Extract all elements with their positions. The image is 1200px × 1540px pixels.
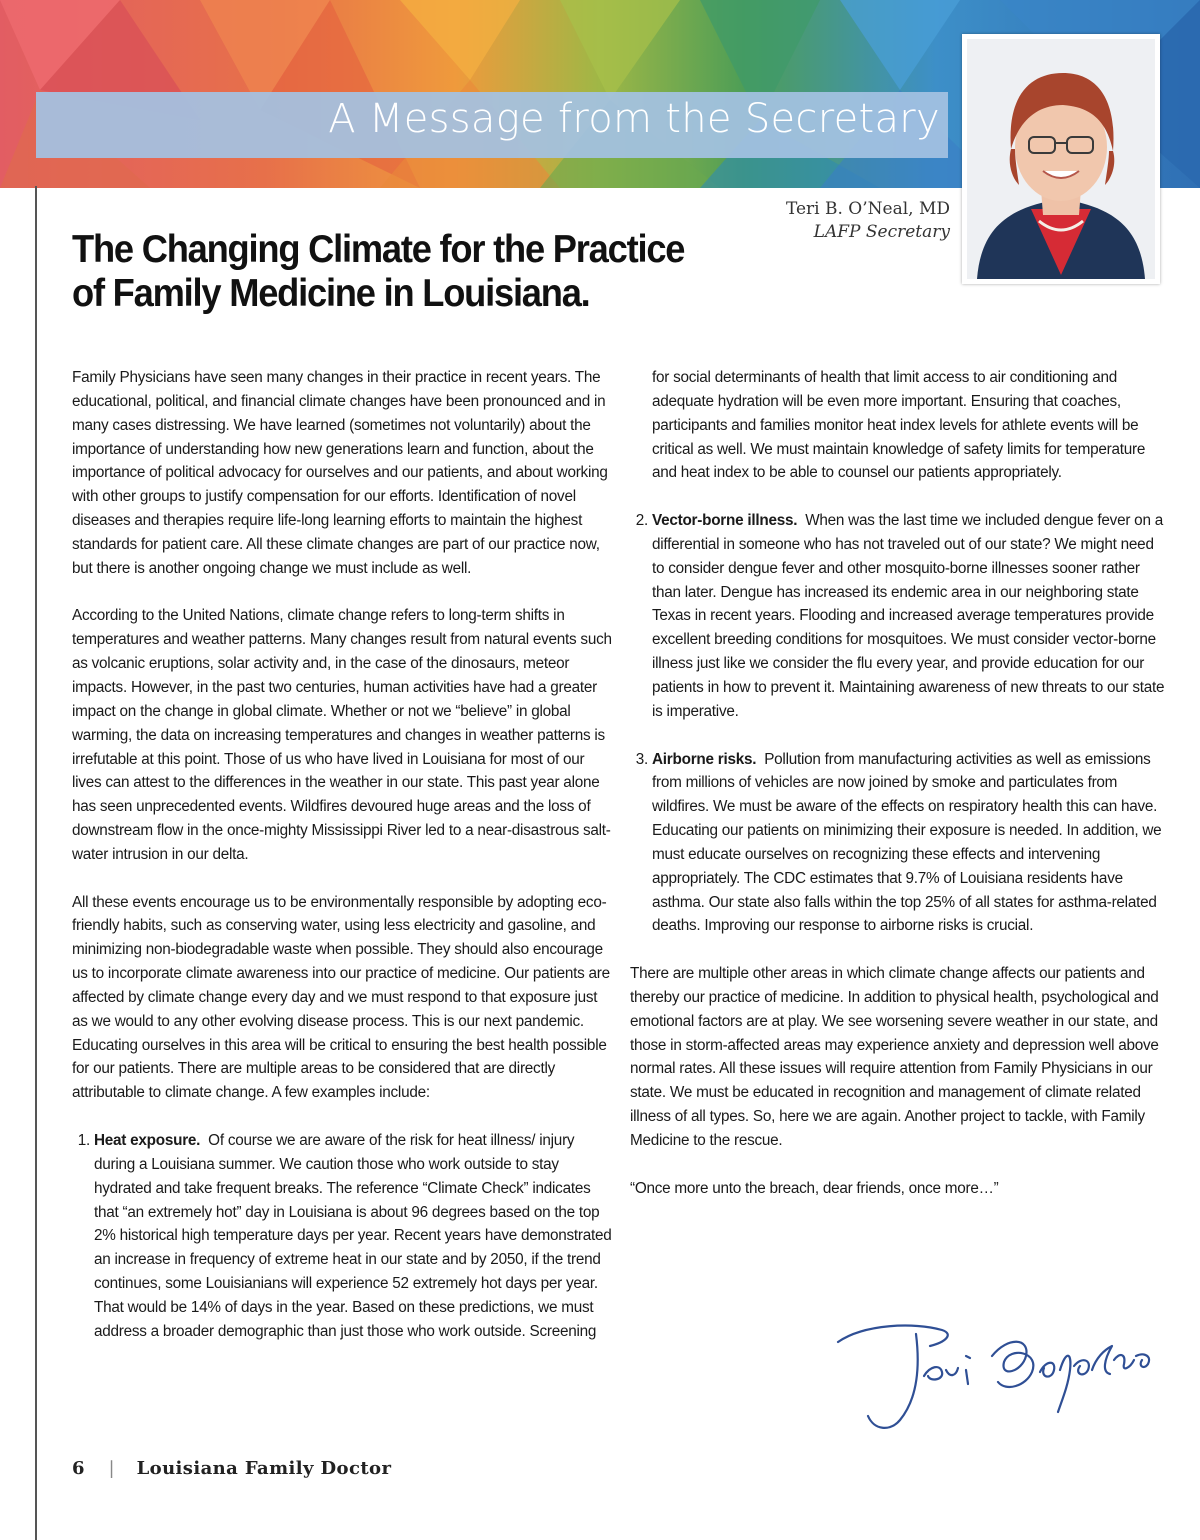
- section-title: A Message from the Secretary: [328, 96, 940, 142]
- list-item-text: Of course we are aware of the risk for heat illness/ injury during a Louisiana summer. We caution those who work outside to stay hydrated and take frequent breaks. The reference “Climate Check” indicates that “an extremely hot” day in Louisiana is about 96 degrees based on the top 2% historical high temperature days per year. Recent years have demonstrated an increase in frequency of extreme heat in our state and by 2050, if the trend continues, some Louisianians will experience 52 extremely hot days per year. That would be 14% of days in the year. Based on these predictions, we must address a broader demographic than just those who work outside. Screening: [94, 1132, 612, 1340]
- closing-paragraph: There are multiple other areas in which climate change affects our patients and thereby our practice of medicine. In addition to physical health, psychological and emotional factors are at play. We see worsening severe weather in our state, and those in storm-affected areas may experience anxiety and depression well above normal rates. All these issues will require attention from Family Physicians in our state. We must be educated in recognition and management of climate related illness of all types. So, here we are again. Another project to tackle, with Family Medicine to the rescue.: [630, 965, 1159, 1149]
- signature: [834, 1316, 1160, 1451]
- author-name: Teri B. O’Neal, MD: [785, 199, 950, 219]
- examples-list: [72, 1129, 612, 1344]
- body-paragraph: Family Physicians have seen many changes in their practice in recent years. The educational, political, and financial climate changes have been pronounced and in many cases distressing. We have learned (sometimes not voluntarily) about the importance of understanding how new generations learn and function, about the importance of political advocacy for ourselves and our patients, and about working with other groups to justify compensation for our efforts. Identification of novel diseases and therapies require life-long learning efforts to maintain the highest standards for patient care. All these climate changes are part of our practice now, but there is another ongoing change we must include as well.: [72, 369, 608, 577]
- article-headline: [72, 228, 723, 316]
- author-photo: [962, 34, 1160, 284]
- list-item-title: Airborne risks.: [652, 750, 757, 768]
- publication-name: Louisiana Family Doctor: [136, 1458, 392, 1479]
- body-paragraph: According to the United Nations, climate change refers to long-term shifts in temperatures and weather patterns. Many changes result from natural events such as volcanic eruptions, solar activity and, in the case of the dinosaurs, meteor impacts. However, in the past two centuries, human activities have had a greater impact on the change in global climate. Whether or not we “believe” in global warming, the data on increasing temperatures and changes in weather patterns is irrefutable at this point. Those of us who have lived in Louisiana for most of our lives can attest to the differences in the weather in our state. This past year alone has seen unprecedented events. Wildfires devoured huge areas and the loss of downstream flow in the once-mighty Mississippi River led to a near-disastrous salt-water intrusion in our delta.: [72, 607, 612, 863]
- footer-separator: |: [108, 1458, 115, 1479]
- list-item-text: Pollution from manufacturing activities as well as emissions from millions of vehicles are now joined by smoke and particulates from wildfires. We must be aware of the effects on respiratory health this can have. Educating our patients on minimizing their exposure is needed. In addition, we must educate ourselves on recognizing these effects and intervening appropriately. The CDC estimates that 9.7% of Louisiana residents have asthma. Our state also falls within the top 25% of all states for asthma-related deaths. Improving our response to airborne risks is crucial.: [652, 750, 1162, 935]
- list-item-continuation: for social determinants of health that limit access to air conditioning and adequate hydration will be even more important. Ensuring that coaches, participants and families monitor heat index levels for athlete events will be critical as well. We must maintain knowledge of safety limits for temperature and heat index to be able to counsel our patients appropriately.: [652, 369, 1146, 482]
- headline-line-2: of Family Medicine in Louisiana.: [72, 272, 590, 315]
- author-role: LAFP Secretary: [813, 222, 950, 242]
- examples-list-continued: [630, 509, 1168, 938]
- page-number: 6: [72, 1458, 85, 1479]
- list-item-text: When was the last time we included dengue fever on a differential in someone who has not traveled out of our state? We might need to consider dengue fever and other mosquito-borne illnesses sooner rather than later. Dengue has increased its endemic area in our neighboring state Texas in recent years. Flooding and increased average temperatures provide excellent breeding conditions for mosquitoes. We must consider vector-borne illness just like we consider the flu every year, and provide education for our patients in how to prevent it. Maintaining awareness of new threats to our state is imperative.: [652, 512, 1165, 720]
- left-margin-rule: [35, 186, 37, 1540]
- list-item-title: Heat exposure.: [94, 1132, 201, 1149]
- author-byline: [786, 198, 950, 244]
- page-footer: [72, 1458, 391, 1479]
- closing-quote: “Once more unto the breach, dear friends, once more…”: [630, 1179, 999, 1197]
- article-column-left: [72, 366, 612, 1367]
- author-portrait-icon: [967, 39, 1155, 279]
- list-item-airborne: [652, 748, 1168, 939]
- section-title-bar: [36, 92, 948, 158]
- article-column-right: [630, 366, 1168, 1224]
- list-item-vector-borne: [652, 509, 1168, 724]
- list-item-heat-exposure: [94, 1129, 612, 1344]
- list-item-title: Vector-borne illness.: [652, 512, 798, 530]
- body-paragraph: All these events encourage us to be environmentally responsible by adopting eco-friendly habits, such as conserving water, using less electricity and gasoline, and minimizing non-biodegradable waste when possible. They should also encourage us to incorporate climate awareness into our practice of medicine. Our patients are affected by climate change every day and we must respond to that exposure just as we would to any other evolving disease process. This is our next pandemic. Educating ourselves in this area will be critical to ensuring the best health possible for our patients. There are multiple areas to be considered that are directly attributable to climate change. A few examples include:: [72, 893, 610, 1102]
- handwritten-signature-icon: [834, 1316, 1160, 1446]
- headline-line-1: The Changing Climate for the Practice: [72, 228, 685, 271]
